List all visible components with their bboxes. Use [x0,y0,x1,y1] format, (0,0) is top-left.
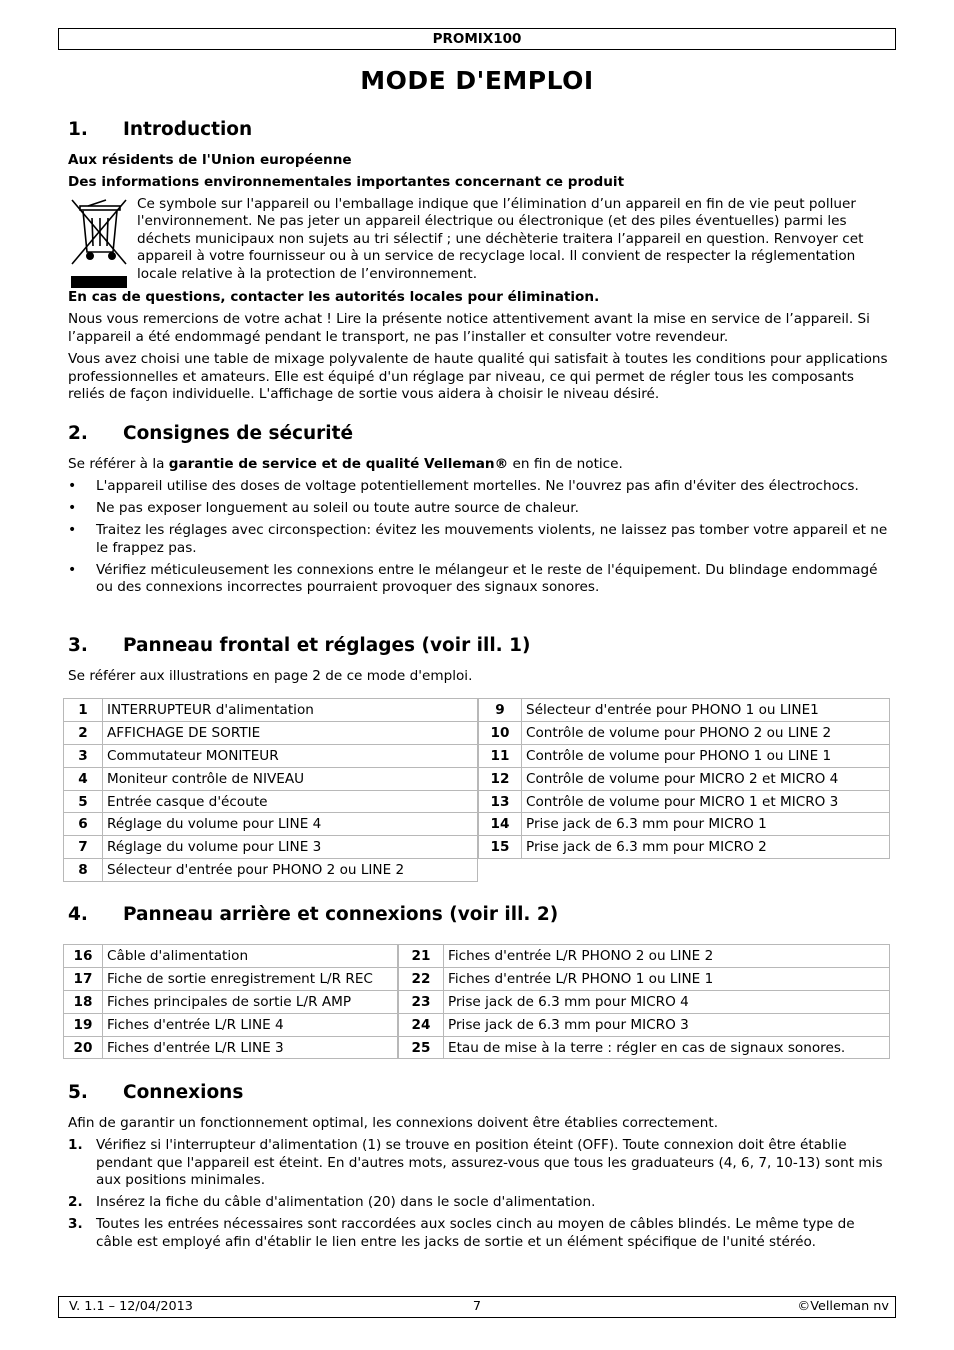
item-number: 8 [64,859,103,882]
section-number: 2. [68,423,88,444]
item-number: 17 [64,967,103,990]
item-number: 18 [64,990,103,1013]
list-item: • Traitez les réglages avec circonspection: évitez les mouvements violents, ne laissez pas tomber votre appareil et ne le frappez pas. [68,522,888,557]
item-label: Sélecteur d'entrée pour PHONO 1 ou LINE1 [522,699,890,722]
item-label: Réglage du volume pour LINE 4 [103,813,478,836]
model-name: PROMIX100 [432,31,522,47]
table-row [399,967,890,990]
page-number: 7 [472,1299,482,1314]
item-number: 11 [479,744,522,767]
item-label: Contrôle de volume pour MICRO 2 et MICRO 4 [522,767,890,790]
table-row [399,945,890,968]
item-label: Fiches d'entrée L/R LINE 3 [103,1036,398,1059]
step-number: 3. [68,1216,83,1232]
item-number: 1 [64,699,103,722]
version-date: V. 1.1 – 12/04/2013 [69,1299,193,1314]
item-label: Câble d'alimentation [103,945,398,968]
section-heading-rear-panel [68,904,558,925]
item-label: Entrée casque d'écoute [103,790,478,813]
section-number: 5. [68,1082,88,1103]
item-label: Commutateur MONITEUR [103,744,478,767]
table-row [64,699,478,722]
section-heading-safety [68,423,353,444]
item-number: 15 [479,836,522,859]
rear-panel-table-left [63,944,398,1059]
item-number: 23 [399,990,444,1013]
item-label: Prise jack de 6.3 mm pour MICRO 3 [444,1013,890,1036]
item-label: Etau de mise à la terre : régler en cas de signaux sonores. [444,1036,890,1059]
section-heading-introduction [68,119,252,140]
item-number: 4 [64,767,103,790]
item-number: 7 [64,836,103,859]
page-title: MODE D'EMPLOI [360,66,594,95]
table-row [64,790,478,813]
item-number: 10 [479,721,522,744]
item-label: Contrôle de volume pour PHONO 1 ou LINE 1 [522,744,890,767]
section-number: 4. [68,904,88,925]
item-label: INTERRUPTEUR d'alimentation [103,699,478,722]
table-row [64,1036,398,1059]
section-heading-front-panel [68,635,530,656]
item-label: Contrôle de volume pour PHONO 2 ou LINE 2 [522,721,890,744]
table-row [64,859,478,882]
list-item: • L'appareil utilise des doses de voltage potentiellement mortelles. Ne l'ouvrez pas afin d'éviter des électrochocs. [68,478,888,496]
item-label: AFFICHAGE DE SORTIE [103,721,478,744]
item-label: Fiches principales de sortie L/R AMP [103,990,398,1013]
item-number: 16 [64,945,103,968]
list-item [68,1216,888,1251]
table-row [64,813,478,836]
table-row [64,945,398,968]
weee-notice: Ce symbole sur l'appareil ou l'emballage indique que l’élimination d’un appareil en fin de vie peut polluer l'environnement. Ne pas jeter un appareil électrique ou électronique (et des piles éventuelles) parmi les déchets municipaux non sujets au tri sélectif ; une déchèterie traitera l’appareil en question. Renvoyer cet appareil à votre fournisseur ou à un service de recyclage local. Il convient de respecter la réglementation locale relative à la protection de l’environnement. [137,196,864,282]
table-row [64,744,478,767]
front-panel-intro: Se référer aux illustrations en page 2 de ce mode d'emploi. [68,668,473,684]
item-number: 25 [399,1036,444,1059]
table-row [64,721,478,744]
weee-crossed-bin-icon [68,196,130,290]
item-number: 6 [64,813,103,836]
list-item [68,1194,888,1212]
questions-notice: En cas de questions, contacter les autorités locales pour élimination. [68,289,600,305]
table-row [64,767,478,790]
table-row [399,990,890,1013]
front-panel-table-left [63,698,478,882]
step-text: Vérifiez si l'interrupteur d'alimentation (1) se trouve en position éteint (OFF). Toute connexion doit être établie pendant que l'appareil est éteint. En d'autres mots, assurez-vous que tous les graduateurs (4, 6, 7, 10-13) sont mis aux positions minimales. [96,1137,883,1188]
item-number: 5 [64,790,103,813]
table-row [479,744,890,767]
item-number: 21 [399,945,444,968]
item-label: Fiche de sortie enregistrement L/R REC [103,967,398,990]
warranty-ref-suffix: en fin de notice. [508,456,623,472]
table-row [479,790,890,813]
list-item: • Ne pas exposer longuement au soleil ou toute autre source de chaleur. [68,500,888,518]
env-info-heading: Des informations environnementales importantes concernant ce produit [68,174,625,190]
table-row [64,836,478,859]
item-number: 24 [399,1013,444,1036]
intro-paragraph-2: Vous avez choisi une table de mixage polyvalente de haute qualité qui satisfait à toutes les conditions pour applications professionnelles et amateurs. Elle est équipé d'un réglage par niveau, ce qui permet de régler tous les composants reliés de façon individuelle. L'affichage de sortie vous aidera à choisir le niveau désiré. [68,351,888,402]
table-row [479,836,890,859]
item-number: 12 [479,767,522,790]
intro-paragraph-1: Nous vous remercions de votre achat ! Lire la présente notice attentivement avant la mise en service de l’appareil. Si l’appareil a été endommagé pendant le transport, ne pas l’installer et consulter votre revendeur. [68,311,870,345]
item-label: Sélecteur d'entrée pour PHONO 2 ou LINE 2 [103,859,478,882]
warranty-reference [68,456,888,474]
copyright: ©Velleman nv [797,1299,889,1314]
item-label: Fiches d'entrée L/R PHONO 1 ou LINE 1 [444,967,890,990]
table-row [399,1036,890,1059]
item-label: Moniteur contrôle de NIVEAU [103,767,478,790]
item-number: 2 [64,721,103,744]
safety-bullet-list [68,478,888,601]
eu-residents-heading: Aux résidents de l'Union européenne [68,152,352,168]
warranty-ref-prefix: Se référer à la [68,456,169,472]
front-panel-table-right [478,698,890,859]
connections-intro: Afin de garantir un fonctionnement optimal, les connexions doivent être établies correctement. [68,1115,719,1131]
section-title: Introduction [123,119,253,140]
step-text: Toutes les entrées nécessaires sont raccordées aux socles cinch au moyen de câbles blindés. Le même type de câble est employé afin d'établir le lien entre les jacks de sortie et un élément spécifique de l'unité stéréo. [96,1216,855,1250]
item-number: 9 [479,699,522,722]
section-title: Panneau frontal et réglages (voir ill. 1) [123,635,531,656]
section-number: 1. [68,119,88,140]
item-number: 3 [64,744,103,767]
item-label: Prise jack de 6.3 mm pour MICRO 2 [522,836,890,859]
item-label: Fiches d'entrée L/R LINE 4 [103,1013,398,1036]
item-label: Prise jack de 6.3 mm pour MICRO 1 [522,813,890,836]
item-label: Réglage du volume pour LINE 3 [103,836,478,859]
table-row [399,1013,890,1036]
table-row [64,1013,398,1036]
list-item: • Vérifiez méticuleusement les connexions entre le mélangeur et le reste de l'équipement. Du blindage endommagé ou des connexions incorrectes pourraient provoquer des signaux sonores. [68,562,888,597]
table-row [64,990,398,1013]
warranty-ref-bold: garantie de service et de qualité Velleman® [168,456,509,472]
step-number: 2. [68,1194,83,1210]
step-text: Insérez la fiche du câble d'alimentation (20) dans le socle d'alimentation. [96,1194,596,1210]
connection-steps-list [68,1137,888,1256]
section-title: Connexions [123,1082,244,1103]
section-title: Panneau arrière et connexions (voir ill. 2) [123,904,559,925]
section-title: Consignes de sécurité [123,423,354,444]
table-row [479,721,890,744]
item-number: 13 [479,790,522,813]
item-number: 14 [479,813,522,836]
table-row [479,699,890,722]
item-label: Contrôle de volume pour MICRO 1 et MICRO 3 [522,790,890,813]
step-number: 1. [68,1137,83,1153]
item-label: Prise jack de 6.3 mm pour MICRO 4 [444,990,890,1013]
item-number: 19 [64,1013,103,1036]
item-label: Fiches d'entrée L/R PHONO 2 ou LINE 2 [444,945,890,968]
section-number: 3. [68,635,88,656]
item-number: 20 [64,1036,103,1059]
page-footer [58,1296,896,1318]
table-row [64,967,398,990]
table-row [479,767,890,790]
section-heading-connections [68,1082,243,1103]
list-item [68,1137,888,1190]
rear-panel-table-right [398,944,890,1059]
item-number: 22 [399,967,444,990]
page-header [58,28,896,50]
table-row [479,813,890,836]
